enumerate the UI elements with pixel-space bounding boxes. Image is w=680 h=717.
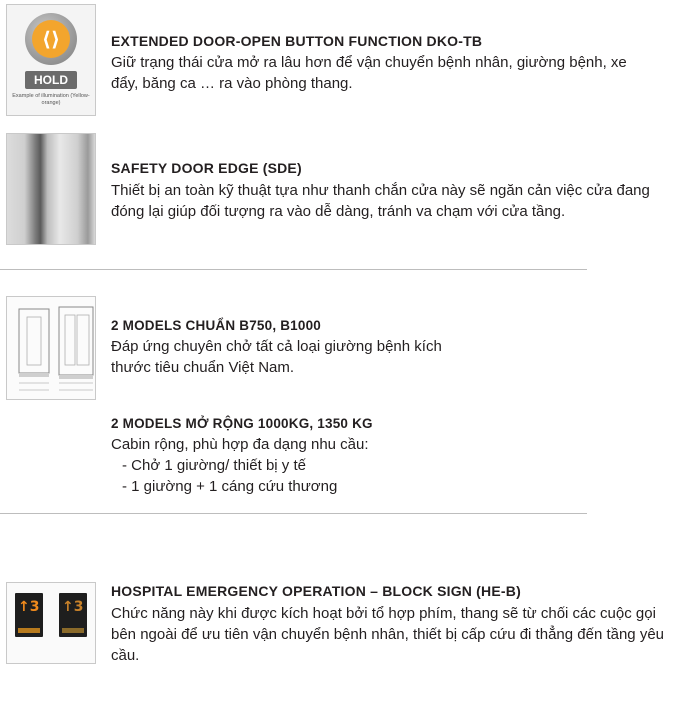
models-floorplan-thumbnail [6, 296, 96, 400]
safety-door-edge-thumbnail [6, 133, 96, 245]
block-sign-bar [18, 628, 40, 633]
section-body-standard-models: Đáp ứng chuyên chở tất cả loại giường bệnh kích thước tiêu chuẩn Việt Nam. [111, 338, 442, 376]
section-body-emergency: Chức năng này khi được kích hoạt bởi tổ hợp phím, thang sẽ từ chối các cuộc gọi bên ngoài để ưu tiên vận chuyển bệnh nhân, thiết bị cấp cứu đi thẳng đến tầng yêu cầu. [111, 605, 665, 664]
door-open-icon: ⟨⟩ [32, 20, 70, 58]
floor-indicator-icon: ↑3 [62, 599, 84, 615]
illumination-caption: Example of illumination (Yellow-orange) [12, 93, 90, 106]
block-sign-thumbnail [6, 582, 96, 664]
section-body-extended-models: Cabin rộng, phù hợp đa dạng nhu cầu: [111, 436, 369, 453]
section-title-standard-models: 2 MODELS CHUẨN B750, B1000 [111, 318, 322, 333]
section-body-door-open: Giữ trạng thái cửa mở ra lâu hơn để vận chuyển bệnh nhân, giường bệnh, xe đẩy, băng ca … ra vào phòng thang. [111, 54, 627, 92]
section-title-door-open: EXTENDED DOOR-OPEN BUTTON FUNCTION DKO-TB [111, 33, 483, 49]
divider [0, 513, 587, 514]
hold-label: HOLD [25, 71, 77, 89]
divider [0, 269, 587, 270]
door-edge-photo [7, 134, 95, 244]
section-title-extended-models: 2 MODELS MỞ RỘNG 1000KG, 1350 KG [111, 416, 373, 431]
hold-button-illustration [25, 13, 77, 65]
section-title-safety-edge: SAFETY DOOR EDGE (SDE) [111, 160, 302, 176]
block-sign-panel [59, 593, 87, 637]
section-body-safety-edge: Thiết bị an toàn kỹ thuật tựa như thanh chắn cửa này sẽ ngăn cản việc cửa đang đóng lại giúp đối tượng ra vào dễ dàng, tránh va chạm với cửa tầng. [111, 182, 650, 220]
floorplan-diagram [7, 297, 96, 400]
hold-button-thumbnail [6, 4, 96, 116]
block-sign-bar [62, 628, 84, 633]
block-sign-panel [15, 593, 43, 637]
list-item: - 1 giường + 1 cáng cứu thương [122, 478, 338, 495]
list-item: - Chở 1 giường/ thiết bị y tế [122, 457, 306, 474]
floor-indicator-icon: ↑3 [18, 599, 40, 615]
section-title-emergency: HOSPITAL EMERGENCY OPERATION – BLOCK SIGN (HE-B) [111, 583, 521, 599]
